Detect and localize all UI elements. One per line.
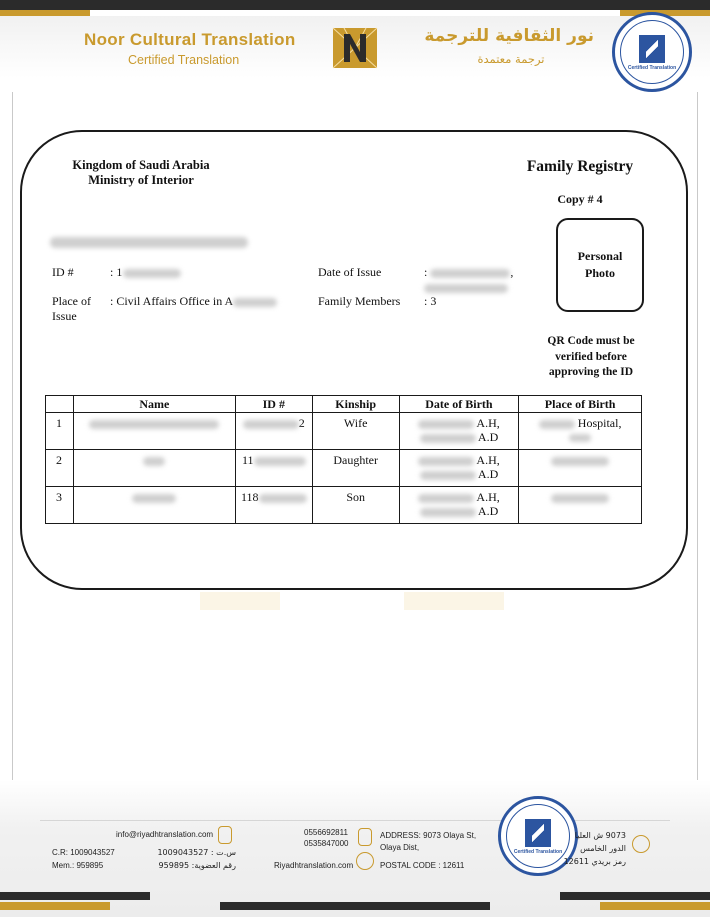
copy-number: Copy # 4 <box>557 192 603 206</box>
certified-seal-icon <box>612 12 692 92</box>
personal-photo-placeholder: Personal Photo <box>556 218 644 312</box>
website: Riyadhtranslation.com <box>274 861 354 870</box>
id-value: : 1 <box>110 265 181 280</box>
redacted-hijri-date <box>430 269 510 278</box>
contact-email: info@riyadhtranslation.com <box>116 830 214 839</box>
place-of-issue-label: Place of Issue <box>52 294 91 323</box>
member-kinship: Wife <box>312 413 399 450</box>
brand-tagline-ar: ترجمة معتمدة <box>477 52 545 66</box>
postal-code: POSTAL CODE : 12611 <box>380 861 465 870</box>
family-members-table <box>45 395 642 524</box>
letterhead-footer <box>0 780 710 917</box>
redacted-holder-name <box>50 237 248 248</box>
redacted-place <box>233 298 277 307</box>
member-dob: A.H, A.D <box>399 450 519 487</box>
col-date-of-birth: Date of Birth <box>399 396 519 413</box>
member-name <box>73 450 235 487</box>
member-dob: A.H, A.D <box>399 487 519 524</box>
qr-verification-note: QR Code must be verified before approving the ID <box>547 335 635 378</box>
document-title: Family Registry <box>526 158 634 175</box>
membership-ar: رقم العضوية: 959895 <box>158 861 236 870</box>
cr-number-ar: س.ت : 1009043527 <box>157 848 236 857</box>
membership-en: Mem.: 959895 <box>52 861 104 870</box>
member-dob: A.H, A.D <box>399 413 519 450</box>
address-ar-1: 9073 ش العليا <box>574 831 626 840</box>
member-name <box>73 487 235 524</box>
row-index: 2 <box>46 450 74 487</box>
table-row <box>46 450 642 487</box>
col-id: ID # <box>235 396 312 413</box>
row-index: 3 <box>46 487 74 524</box>
logo-mark-icon <box>330 26 380 70</box>
date-of-issue-value: : , <box>424 265 520 295</box>
col-kinship: Kinship <box>312 396 399 413</box>
watermark-fragment <box>200 592 280 610</box>
redacted-id <box>123 269 181 278</box>
col-place-of-birth: Place of Birth <box>519 396 642 413</box>
phone-number-2: 0535847000 <box>304 839 349 848</box>
table-header-row <box>46 396 642 413</box>
certified-seal-icon: Certified Translation <box>498 796 578 876</box>
globe-icon <box>356 852 374 870</box>
address-line-1: ADDRESS: 9073 Olaya St, <box>380 831 477 840</box>
member-pob <box>519 450 642 487</box>
member-pob <box>519 487 642 524</box>
place-of-issue-value: : Civil Affairs Office in A <box>110 294 277 309</box>
letterhead-header <box>0 0 710 92</box>
brand-name-ar: نور الثقافية للترجمة <box>424 26 594 46</box>
member-id: 2 <box>235 413 312 450</box>
brand-tagline-en: Certified Translation <box>128 53 240 67</box>
member-kinship: Daughter <box>312 450 399 487</box>
email-icon <box>218 826 232 844</box>
family-members-value: : 3 <box>424 294 437 308</box>
address-ar-3: رمز بريدي 12611 <box>563 857 626 866</box>
brand-name-en: Noor Cultural Translation <box>84 30 296 49</box>
member-id: 11 <box>235 450 312 487</box>
col-name: Name <box>73 396 235 413</box>
address-line-2: Olaya Dist, <box>380 843 420 852</box>
member-pob: Hospital, <box>519 413 642 450</box>
table-row <box>46 413 642 450</box>
watermark-fragment <box>404 592 504 610</box>
address-ar-2: الدور الخامس <box>580 844 626 853</box>
table-row <box>46 487 642 524</box>
phone-number-1: 0556692811 <box>304 828 348 837</box>
seal-caption: Certified Translation <box>627 65 677 71</box>
member-name <box>73 413 235 450</box>
redacted-gregorian-date <box>424 284 508 293</box>
location-icon <box>632 835 650 853</box>
cr-number-en: C.R: 1009043527 <box>52 848 115 857</box>
member-kinship: Son <box>312 487 399 524</box>
header-dark-band <box>0 0 710 10</box>
member-id: 118 <box>235 487 312 524</box>
row-index: 1 <box>46 413 74 450</box>
phone-icon <box>358 828 372 846</box>
issuing-authority: Kingdom of Saudi Arabia Ministry of Interior <box>72 158 210 187</box>
family-members-label: Family Members <box>318 294 401 308</box>
id-label: ID # <box>52 265 74 279</box>
date-of-issue-label: Date of Issue <box>318 265 382 279</box>
